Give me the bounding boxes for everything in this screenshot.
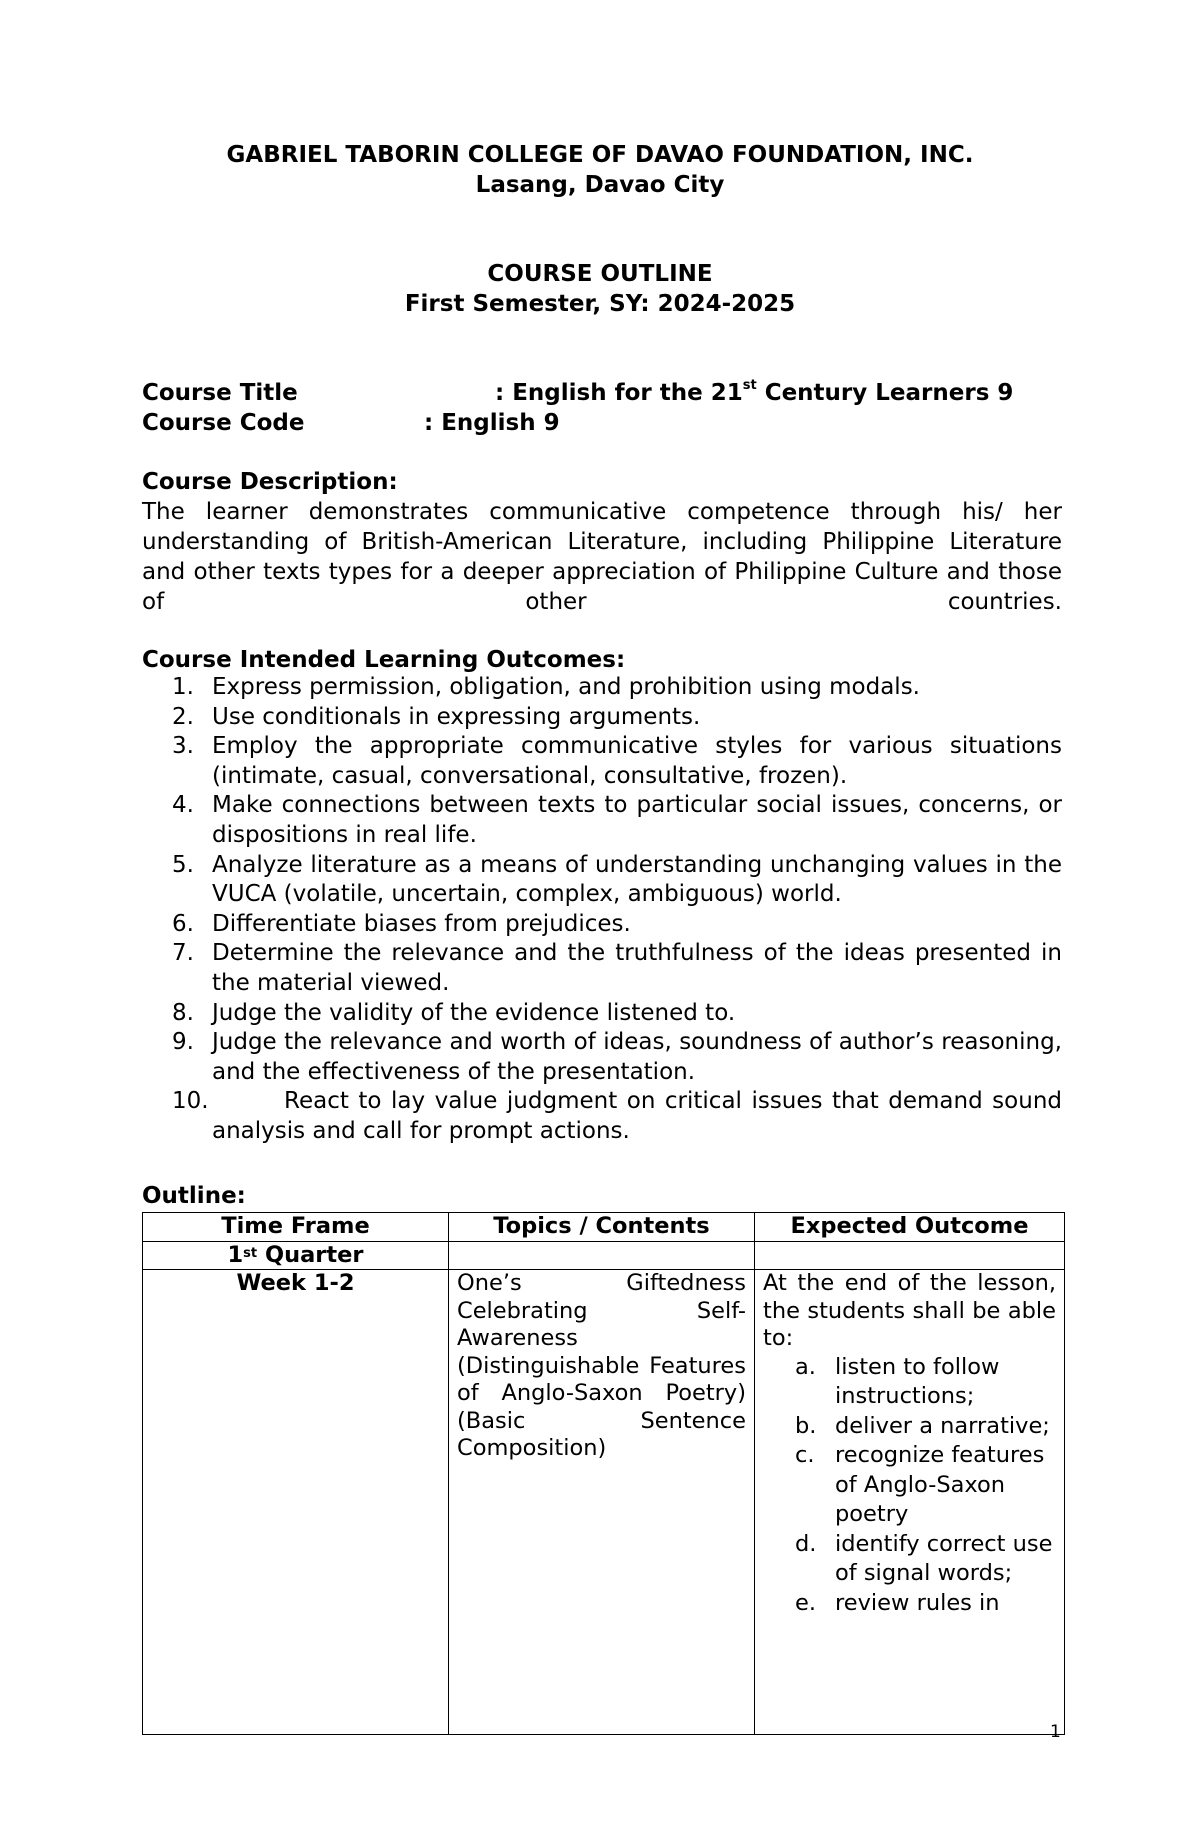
institution-name: GABRIEL TABORIN COLLEGE OF DAVAO FOUNDATION, INC. xyxy=(226,142,974,168)
week-label: Week 1-2 xyxy=(143,1270,449,1735)
quarter-label: 1st Quarter xyxy=(143,1241,449,1270)
course-code-label: Course Code xyxy=(142,410,305,436)
list-item: a. listen to follow instructions; xyxy=(795,1353,1000,1409)
outcomes-list xyxy=(142,673,1062,1147)
outline-heading: Outline: xyxy=(142,1183,246,1209)
document-title: COURSE OUTLINE xyxy=(487,261,713,287)
table-row xyxy=(143,1241,1065,1270)
outcome-intro: At the end of the lesson, the students shall be able to: xyxy=(763,1270,1056,1351)
column-header-time-frame: Time Frame xyxy=(143,1213,449,1242)
table-row xyxy=(143,1270,1065,1735)
institution-location: Lasang, Davao City xyxy=(475,172,725,198)
list-item: d. identify correct use of signal words; xyxy=(795,1530,1053,1586)
expected-outcome-cell xyxy=(755,1270,1065,1735)
description-heading: Course Description: xyxy=(142,469,398,495)
semester-label: First Semester, SY: 2024-2025 xyxy=(404,291,796,317)
outcomes-heading: Course Intended Learning Outcomes: xyxy=(142,647,626,673)
table-header-row xyxy=(143,1213,1065,1242)
outcome-list xyxy=(763,1353,1056,1619)
course-code-value: : English 9 xyxy=(424,410,560,436)
list-item: 1. Express permission, obligation, and prohibition using modals. xyxy=(172,674,920,700)
course-title-value: : English for the 21st Century Learners 9 xyxy=(495,378,1014,406)
page-number: 1 xyxy=(1050,1722,1061,1742)
column-header-expected-outcome: Expected Outcome xyxy=(755,1213,1065,1242)
list-item: 3. Employ the appropriate communicative styles for various situations (intimate, casual, conversational, consultative, frozen). xyxy=(172,733,1062,789)
outline-table xyxy=(142,1212,1065,1735)
list-item: 7. Determine the relevance and the truthfulness of the ideas presented in the material viewed. xyxy=(172,940,1062,996)
description-text: The learner demonstrates communicative competence through his/ her understanding of British-American Literature, including Philippine Literature and other texts types for a deeper appreciation of Philippine Culture and those of other countries. xyxy=(142,499,1062,615)
list-item: 10. React to lay value judgment on critical issues that demand sound analysis and call for prompt actions. xyxy=(172,1088,1062,1144)
list-item: c. recognize features of Anglo-Saxon poetry xyxy=(795,1442,1045,1527)
list-item: 2. Use conditionals in expressing arguments. xyxy=(172,703,701,730)
list-item: b. deliver a narrative; xyxy=(795,1412,1050,1439)
column-header-topics: Topics / Contents xyxy=(449,1213,755,1242)
topics-cell: One’s Giftedness Celebrating Self-Awareness (Distinguishable Features of Anglo-Saxon Poetry) (Basic Sentence Composition) xyxy=(449,1270,755,1735)
course-title-label: Course Title xyxy=(142,380,298,406)
list-item: 5. Analyze literature as a means of understanding unchanging values in the VUCA (volatile, uncertain, complex, ambiguous) world. xyxy=(172,851,1062,908)
list-item: 8. Judge the validity of the evidence listened to. xyxy=(172,999,736,1026)
list-item: e. review rules in xyxy=(795,1589,1000,1616)
list-item: 6. Differentiate biases from prejudices. xyxy=(172,910,631,937)
list-item: 4. Make connections between texts to particular social issues, concerns, or dispositions in real life. xyxy=(172,792,1062,848)
list-item: 9. Judge the relevance and worth of ideas, soundness of author’s reasoning, and the effectiveness of the presentation. xyxy=(172,1029,1062,1085)
